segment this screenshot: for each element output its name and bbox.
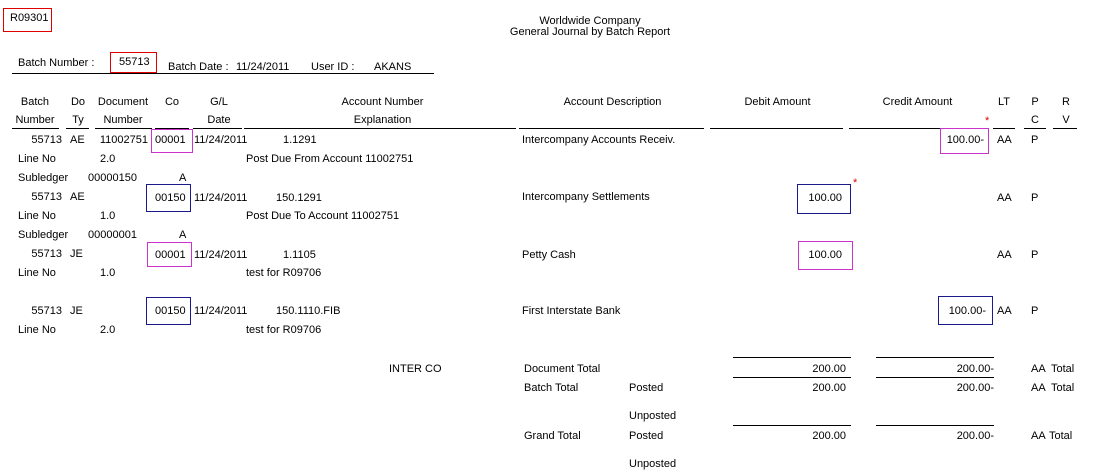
grand-total-debit: 200.00 [812,430,846,442]
line-no-label: Line No [18,153,56,165]
entry-posted-code: P [1031,134,1039,146]
batch-total-unposted: Unposted [629,410,677,422]
batch-number-value: 55713 [119,56,150,68]
header-underline [244,128,516,129]
entry-account-description: First Interstate Bank [522,305,621,317]
entry-account-number: 150.1291 [276,192,322,204]
batch-number-label: Batch Number : [18,57,95,69]
entry-gl-date: 11/24/2011 [194,192,248,204]
batch-total-lt: AA [1031,382,1046,394]
col-document: Document [97,96,149,108]
asterisk-marker: * [985,115,990,127]
line-no-label: Line No [18,324,56,336]
entry-debit-amount: 100.00 [808,249,842,261]
total-line [733,377,851,378]
col-document-number: Number [103,114,143,126]
entry-posted-code: P [1031,192,1039,204]
grand-total-posted: Posted [629,430,664,442]
entry-batch: 55713 [31,134,62,146]
total-line [876,425,994,426]
entry-company: 00150 [155,305,186,317]
entry-explanation: test for R09706 [246,267,322,279]
col-credit: Credit Amount [882,96,953,108]
entry-doc-type: JE [70,305,83,317]
entry-credit-amount: 100.00- [948,305,986,317]
subledger-type: A [179,229,187,241]
subledger-value: 00000150 [88,172,137,184]
header-underline [710,128,843,129]
entry-credit-amount: 100.00- [946,134,984,146]
total-line [733,425,851,426]
batch-total-credit: 200.00- [956,382,994,394]
col-c: C [1031,114,1039,126]
grand-total-credit: 200.00- [956,430,994,442]
entry-account-number: 150.1110.FIB [276,305,341,317]
col-batch-number: Number [15,114,55,126]
col-r: R [1062,96,1070,108]
header-underline [993,128,1015,129]
grand-total-lt: AA [1031,430,1046,442]
user-id-value: AKANS [374,61,412,73]
entry-company: 00001 [155,249,186,261]
line-no-label: Line No [18,267,56,279]
col-account-description: Account Description [563,96,662,108]
document-total-tag: Total [1051,363,1075,375]
entry-posted-code: P [1031,249,1039,261]
entry-debit-amount: 100.00 [808,192,842,204]
entry-account-description: Intercompany Accounts Receiv. [522,134,676,146]
total-line [876,377,994,378]
header-underline [66,128,89,129]
entry-explanation: Post Due To Account 11002751 [246,210,400,222]
subledger-label: Subledger [18,172,69,184]
entry-doc-type: AE [70,134,85,146]
col-v: V [1062,114,1070,126]
col-do: Do [70,96,86,108]
col-debit: Debit Amount [744,96,811,108]
entry-gl-date: 11/24/2011 [194,249,248,261]
entry-gl-date: 11/24/2011 [194,134,248,146]
entry-ledger-type: AA [997,305,1012,317]
col-batch: Batch [20,96,50,108]
entry-batch: 55713 [31,191,62,203]
header-underline [519,128,704,129]
entry-account-number: 1.1291 [283,134,317,146]
entry-ledger-type: AA [997,249,1012,261]
col-co: Co [164,96,180,108]
subledger-label: Subledger [18,229,69,241]
col-gl: G/L [210,96,228,108]
entry-doc-type: AE [70,191,85,203]
header-underline [1024,128,1046,129]
company-name: Worldwide Company [539,15,641,27]
col-date: Date [207,114,231,126]
line-no-value: 1.0 [100,267,116,279]
header-underline [1053,128,1077,129]
user-id-label: User ID : [311,61,355,73]
batch-total-tag: Total [1051,382,1075,394]
inter-co-label: INTER CO [389,363,442,375]
col-account-number: Account Number [341,96,424,108]
batch-total-posted: Posted [629,382,664,394]
entry-explanation: test for R09706 [246,324,322,336]
entry-explanation: Post Due From Account 11002751 [246,153,414,165]
col-ty: Ty [72,114,84,126]
batch-total-label: Batch Total [524,382,579,394]
entry-batch: 55713 [31,305,62,317]
col-p: P [1031,96,1039,108]
header-underline [12,128,59,129]
entry-ledger-type: AA [997,134,1012,146]
total-line [733,357,851,358]
document-total-label: Document Total [524,363,601,375]
total-line [876,357,994,358]
document-total-lt: AA [1031,363,1046,375]
entry-account-description: Intercompany Settlements [522,191,650,203]
col-lt: LT [997,96,1011,108]
batch-date-value: 11/24/2011 [236,61,290,73]
entry-account-number: 1.1105 [283,249,316,261]
asterisk-marker: * [853,177,858,189]
entry-ledger-type: AA [997,192,1012,204]
entry-posted-code: P [1031,305,1039,317]
grand-total-unposted: Unposted [629,458,677,470]
entry-document-number: 11002751 [99,134,148,146]
grand-total-label: Grand Total [524,430,581,442]
entry-gl-date: 11/24/2011 [194,305,248,317]
col-explanation: Explanation [353,114,412,126]
header-underline [95,128,152,129]
report-title: General Journal by Batch Report [509,26,671,38]
report-id: R09301 [10,12,49,24]
entry-batch: 55713 [31,248,62,260]
line-no-value: 2.0 [100,153,116,165]
subledger-type: A [179,172,187,184]
document-total-credit: 200.00- [956,363,994,375]
entry-account-description: Petty Cash [522,249,576,261]
entry-company: 00150 [155,192,186,204]
batch-total-debit: 200.00 [812,382,846,394]
header-underline [193,128,242,129]
line-no-value: 2.0 [100,324,116,336]
line-no-value: 1.0 [100,210,116,222]
subledger-value: 00000001 [88,229,137,241]
batch-date-label: Batch Date : [168,61,229,73]
document-total-debit: 200.00 [812,363,846,375]
entry-doc-type: JE [70,248,83,260]
entry-company: 00001 [155,134,186,146]
grand-total-tag: Total [1049,430,1073,442]
batch-header-underline [12,73,434,74]
line-no-label: Line No [18,210,56,222]
